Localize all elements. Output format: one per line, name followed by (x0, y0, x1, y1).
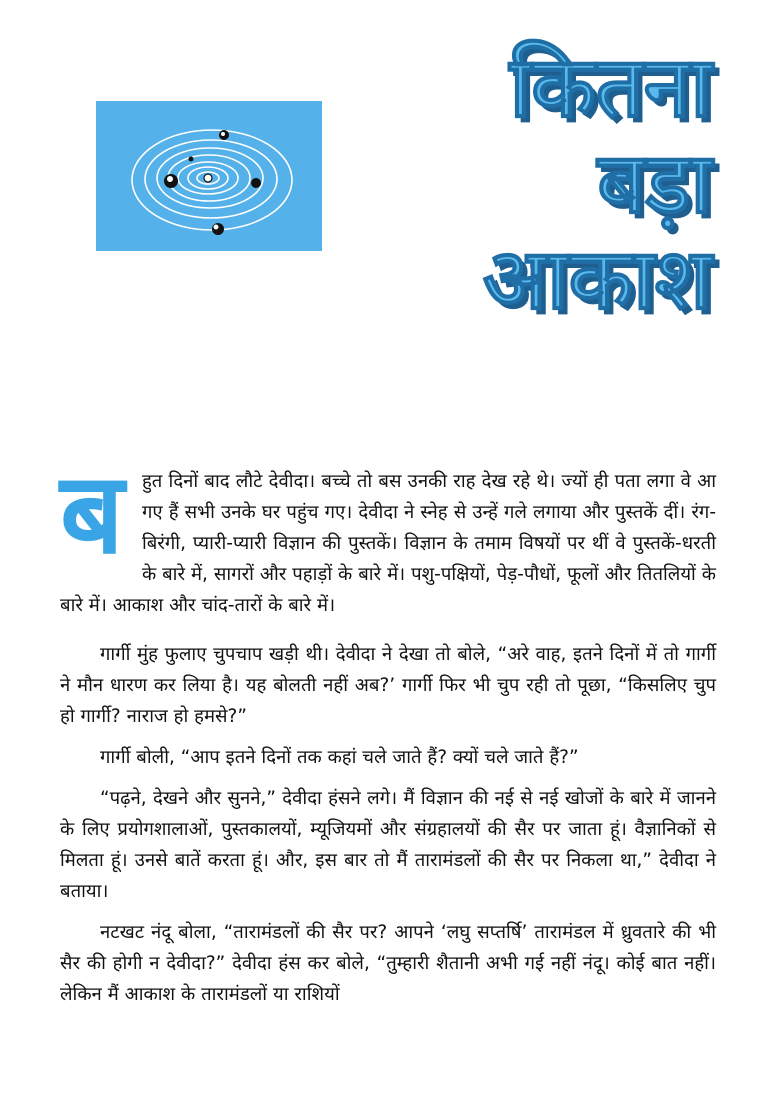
paragraph-1-text: हुत दिनों बाद लौटे देवीदा। बच्चे तो बस उनकी राह देख रहे थे। ज्यों ही पता लगा वे आ गए हैं सभी उनके घर पहुंच गए। देवीदा ने स्नेह से उन्हें गले लगाया और पुस्तकें दीं। रंग-बिरंगी, प्यारी-प्यारी विज्ञान की पुस्तकें। विज्ञान के तमाम विषयों पर थीं वे पुस्तकें-धरती के बारे में, सागरों और पहाड़ों के बारे में। पशु-पक्षियों, पेड़-पौधों, फूलों और तितलियों के बारे में। आकाश और चांद-तारों के बारे में। (60, 471, 716, 616)
paragraph-3: गार्गी बोली, “आप इतने दिनों तक कहां चले जाते हैं? क्यों चले जाते हैं?” (100, 747, 579, 768)
title-line-2: बड़ा (597, 134, 712, 233)
paragraph-2: गार्गी मुंह फुलाए चुपचाप खड़ी थी। देवीदा ने देखा तो बोले, “अरे वाह, इतने दिनों में तो गार्गी ने मौन धारण कर लिया है। यह बोलती नहीं अब?’ गार्गी फिर भी चुप रही तो पूछा, “किसलिए चुप हो गार्गी? नाराज हो हमसे?” (60, 644, 716, 727)
paragraph-4: “पढ़ने, देखने और सुनने,” देवीदा हंसने लगे। मैं विज्ञान की नई से नई खोजों के बारे में जानने के लिए प्रयोगशालाओं, पुस्तकालयों, म्यूजियमों और संग्रहालयों की सैर पर जाता हूं। वैज्ञानिकों से मिलता हूं। उनसे बातें करता हूं। और, इस बार तो मैं तारामंडलों की सैर पर निकला था,” देवीदा ने बताया। (60, 788, 716, 902)
story-text (60, 449, 716, 1020)
paragraph-1 (60, 449, 716, 621)
solar-system-illustration (96, 101, 322, 251)
paragraph-5: नटखट नंदू बोला, “तारामंडलों की सैर पर? आपने ‘लघु सप्तर्षि’ तारामंडल में ध्रुवतारे की भी सैर की होगी न देवीदा?” देवीदा हंस कर बोले, “तुम्हारी शैतानी अभी गई नहीं नंदू। कोई बात नहीं। लेकिन मैं आकाश के तारामंडलों या राशियों (60, 922, 716, 1005)
title-line-1: कितना (509, 38, 712, 137)
title-line-3: आकाश (482, 230, 712, 329)
chapter-title (412, 38, 712, 333)
drop-cap: ब (60, 449, 124, 579)
solar-system-orbits-icon (96, 101, 322, 251)
